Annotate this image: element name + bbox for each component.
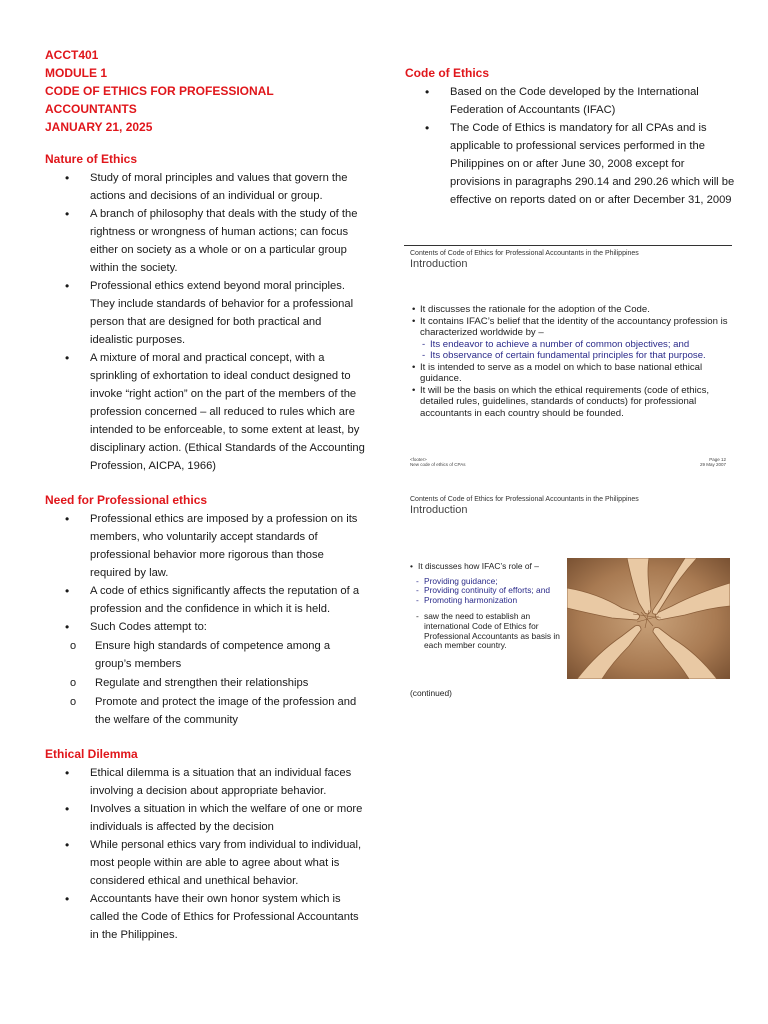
- list-item: • Such Codes attempt to:: [45, 618, 365, 636]
- slide-bullet: • It is intended to serve as a model on which to base national ethical guidance.: [410, 362, 728, 385]
- module-label: MODULE 1: [45, 66, 108, 80]
- document-date: JANUARY 21, 2025: [45, 120, 153, 134]
- slide-dash-item: - Providing guidance;: [410, 577, 560, 587]
- left-column: [45, 46, 365, 944]
- sub-list-item: o Ensure high standards of competence among a group’s members: [45, 637, 365, 673]
- slide-bullet: • It contains IFAC’s belief that the identity of the accountancy profession is characterized worldwide by –: [410, 316, 728, 339]
- slide-continued-label: (continued): [410, 688, 452, 698]
- slide-subtitle: Introduction: [410, 504, 468, 516]
- footer-tag: <footer>: [410, 457, 427, 462]
- footer-caption: New code of ethics of CPAs: [410, 462, 466, 467]
- slide-dash-item: - Its endeavor to achieve a number of common objectives; and: [410, 339, 728, 351]
- list-item: • A branch of philosophy that deals with the study of the rightness or wrongness of human actions; can focus either on society as a whole or on a particular group within the society.: [45, 205, 365, 277]
- slide-footer-left: [410, 457, 465, 467]
- list-item: • A code of ethics significantly affects the reputation of a profession and the confidence in which it is held.: [45, 582, 365, 618]
- slide-dash-item: - Its observance of certain fundamental principles for that purpose.: [410, 350, 728, 362]
- right-column: [405, 64, 735, 209]
- footer-page: Page 12: [709, 457, 726, 462]
- slide-bullet: • It discusses how IFAC’s role of –: [410, 562, 560, 572]
- joined-hands-image: [567, 558, 730, 679]
- list-item: • Based on the Code developed by the International Federation of Accountants (IFAC): [405, 83, 735, 119]
- slide-body: [410, 304, 728, 419]
- document-title: CODE OF ETHICS FOR PROFESSIONAL ACCOUNTANTS: [45, 84, 274, 116]
- course-code: ACCT401: [45, 48, 99, 62]
- list-item: • While personal ethics vary from individual to individual, most people within are able to agree about what is considered ethical and unethical behavior.: [45, 836, 365, 890]
- need-sub-list: [45, 637, 365, 729]
- list-item: • Study of moral principles and values that govern the actions and decisions of an individual or group.: [45, 169, 365, 205]
- slide-dash-item: - saw the need to establish an international Code of Ethics for Professional Accountants as basis in each member country.: [410, 612, 560, 650]
- slide-title: Contents of Code of Ethics for Professional Accountants in the Philippines: [410, 496, 639, 503]
- code-list: [405, 83, 735, 209]
- list-item: • Ethical dilemma is a situation that an individual faces involving a decision about appropriate behavior.: [45, 764, 365, 800]
- sub-list-item: o Regulate and strengthen their relationships: [45, 674, 365, 692]
- slide-image-introduction-1: [404, 245, 732, 473]
- slide-dash-item: - Promoting harmonization: [410, 596, 560, 606]
- slide-image-introduction-2: [404, 492, 732, 702]
- need-list: [45, 510, 365, 636]
- list-item: • Professional ethics extend beyond moral principles. They include standards of behavior for a professional person that are designed for both practical and idealistic purposes.: [45, 277, 365, 349]
- list-item: • Involves a situation in which the welfare of one or more individuals is affected by the decision: [45, 800, 365, 836]
- section-title-nature: Nature of Ethics: [45, 152, 138, 166]
- section-title-dilemma: Ethical Dilemma: [45, 747, 138, 761]
- section-title-code: Code of Ethics: [405, 66, 490, 80]
- list-item: • The Code of Ethics is mandatory for all CPAs and is applicable to professional services performed in the Philippines on or after June 30, 2008 except for provisions in paragraphs 290.14 and 290.26 which will be effective on reports dated on or after December 31, 2009: [405, 119, 735, 209]
- footer-date: 29 May 2007: [699, 462, 726, 467]
- dilemma-list: [45, 764, 365, 944]
- list-item: • Accountants have their own honor system which is called the Code of Ethics for Professional Accountants in the Philippines.: [45, 890, 365, 944]
- list-item: • Professional ethics are imposed by a profession on its members, who voluntarily accept standards of professional behavior more rigorous than those required by law.: [45, 510, 365, 582]
- section-title-need: Need for Professional ethics: [45, 493, 208, 507]
- slide-bullet: • It discusses the rationale for the adoption of the Code.: [410, 304, 728, 316]
- list-item: • A mixture of moral and practical concept, with a sprinkling of exhortation to ideal conduct designed to invoke “right action” on the part of the members of the profession concerned – all reduced to rules which are intended to be enforceable, to some extent at least, by disciplinary action. (Ethical Standards of the Accounting Profession, AICPA, 1966): [45, 349, 365, 475]
- slide-subtitle: Introduction: [410, 258, 468, 270]
- slide-body: [410, 562, 560, 651]
- slide-bullet: • It will be the basis on which the ethical requirements (code of ethics, detailed rules, guidelines, standards of conducts) for professional accountants in each country should be founded.: [410, 385, 728, 420]
- document-header: [45, 46, 365, 136]
- slide-title: Contents of Code of Ethics for Professional Accountants in the Philippines: [410, 250, 639, 257]
- sub-list-item: o Promote and protect the image of the profession and the welfare of the community: [45, 693, 365, 729]
- slide-footer-right: [700, 457, 726, 467]
- nature-list: [45, 169, 365, 475]
- slide-dash-item: - Providing continuity of efforts; and: [410, 586, 560, 596]
